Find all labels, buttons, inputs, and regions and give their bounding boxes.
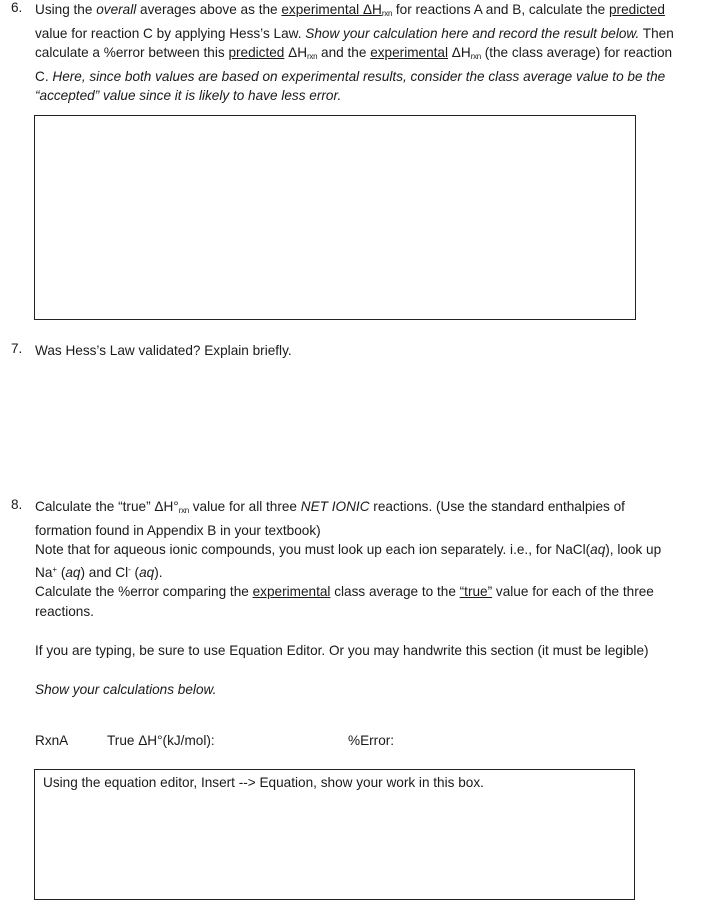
q6-text-3: averages above as the	[136, 2, 282, 17]
q6-text-8: value for reaction C by applying Hess’s Law.	[35, 25, 306, 41]
q6-experimental-2: experimental	[370, 45, 449, 60]
q6-text-1: Using the	[35, 2, 97, 17]
q6-text-6: for reactions A and B, calculate the	[392, 2, 609, 17]
error-label: %Error:	[348, 733, 395, 748]
q6-show-calc: Show your calculation here and record the result below.	[305, 25, 640, 41]
q6-answer-box[interactable]	[34, 115, 636, 320]
q6-overall: overall	[96, 2, 137, 17]
q6-rxn-sub: rxn	[307, 52, 318, 61]
q8-paragraph-2: Note that for aqueous ionic compounds, you must look up each ion separately. i.e., for NaCl(aq), look up Na+ (aq) and Cl- (aq).	[35, 542, 662, 580]
q6-text-16: (the class average) for reaction C.	[35, 45, 673, 84]
work-box[interactable]	[34, 769, 635, 900]
q6-note: Here, since both values are based on experimental results, consider the class average value to be the “accepted” value since it is likely to have less error.	[35, 68, 666, 103]
q6-dh-2: ΔH	[448, 45, 471, 60]
question-7-text: Was Hess’s Law validated? Explain briefly.	[35, 343, 292, 358]
q8-show-calculations: Show your calculations below.	[35, 681, 217, 697]
rxn-a-row	[35, 733, 675, 753]
question-6-number: 6.	[11, 0, 23, 15]
q8-paragraph-4: If you are typing, be sure to use Equation Editor. Or you may handwrite this section (it must be legible)	[35, 642, 649, 658]
q6-predicted-2: predicted	[228, 45, 285, 60]
q6-rxn-sub-2: rxn	[470, 52, 481, 61]
question-8	[11, 497, 681, 699]
q8-paragraph-3: Calculate the %error comparing the experimental class average to the “true” value for each of the three reactions.	[35, 584, 654, 619]
rxn-a-label: RxnA	[35, 733, 69, 748]
q6-dh: ΔH	[284, 45, 308, 60]
q6-predicted: predicted	[609, 2, 665, 17]
work-box-instructions: Using the equation editor, Insert --> Equation, show your work in this box.	[43, 775, 484, 790]
q6-experimental-dh: experimental $\Delta H_{rxn}$	[281, 2, 393, 18]
question-7	[11, 341, 681, 361]
question-8-text	[35, 497, 681, 699]
question-6	[11, 0, 681, 106]
question-8-number: 8.	[11, 497, 23, 512]
true-dh-label: True ΔH°(kJ/mol):	[107, 733, 215, 748]
q6-text-10: Then calculate a %error between this	[35, 25, 674, 60]
question-6-text	[35, 0, 681, 106]
question-7-number: 7.	[11, 341, 23, 356]
q6-text-13: and the	[317, 45, 371, 60]
q8-paragraph-1: Calculate the “true” $\Delta H^\circ_{rxn}$ value for all three NET IONIC reactions. (Use the standard enthalpies of formation found in Appendix B in your textbook)	[35, 499, 625, 538]
